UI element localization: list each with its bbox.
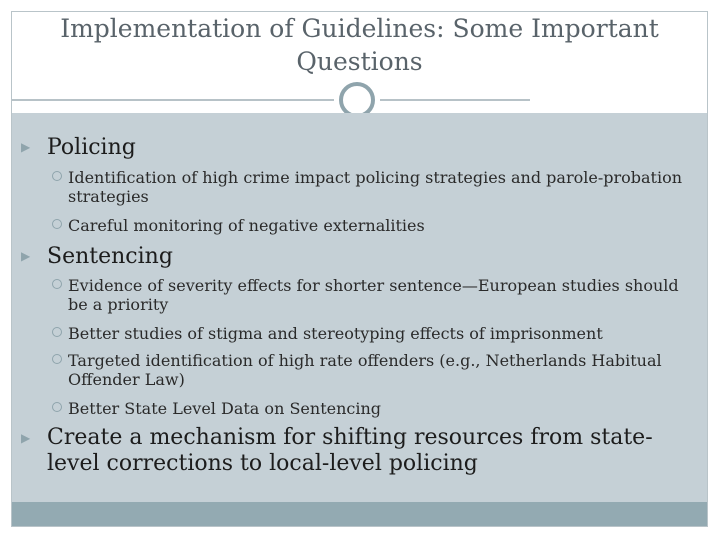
heading-policing: Policing bbox=[47, 135, 136, 160]
circle-outline-icon bbox=[52, 354, 62, 364]
bullet-create-mechanism bbox=[21, 425, 687, 477]
slide bbox=[11, 11, 708, 527]
slide-title: Implementation of Guidelines: Some Important Questions bbox=[60, 14, 659, 76]
list-item-text: Targeted identification of high rate offenders (e.g., Netherlands Habitual Offender Law) bbox=[68, 351, 662, 389]
list-item bbox=[52, 168, 692, 206]
footer-bar bbox=[12, 502, 707, 526]
heading-sentencing: Sentencing bbox=[47, 244, 173, 269]
list-item-text: Better State Level Data on Sentencing bbox=[68, 399, 382, 418]
heading-create-mechanism: Create a mechanism for shifting resources from state-level corrections to local-level policing bbox=[47, 425, 653, 476]
list-item-text: Evidence of severity effects for shorter sentence—European studies should be a priority bbox=[68, 276, 679, 314]
circle-outline-icon bbox=[52, 279, 62, 289]
list-item bbox=[52, 216, 692, 235]
list-item bbox=[52, 324, 692, 343]
list-item-text: Better studies of stigma and stereotyping effects of imprisonment bbox=[68, 324, 603, 343]
circle-outline-icon bbox=[52, 219, 62, 229]
triangle-right-icon: ▶ bbox=[21, 140, 31, 154]
circle-outline-icon bbox=[52, 171, 62, 181]
triangle-right-icon: ▶ bbox=[21, 431, 31, 445]
list-item-text: Careful monitoring of negative externalities bbox=[68, 216, 425, 235]
content-area bbox=[12, 113, 707, 504]
list-item bbox=[52, 399, 692, 418]
title-divider-left bbox=[12, 99, 334, 101]
list-item bbox=[52, 351, 692, 389]
list-item-text: Identification of high crime impact policing strategies and parole-probation strategies bbox=[68, 168, 683, 206]
circle-outline-icon bbox=[52, 402, 62, 412]
triangle-right-icon: ▶ bbox=[21, 249, 31, 263]
bullet-policing bbox=[21, 134, 136, 161]
bullet-sentencing bbox=[21, 243, 173, 270]
list-item bbox=[52, 276, 692, 314]
circle-outline-icon bbox=[52, 327, 62, 337]
title-divider-right bbox=[380, 99, 530, 101]
